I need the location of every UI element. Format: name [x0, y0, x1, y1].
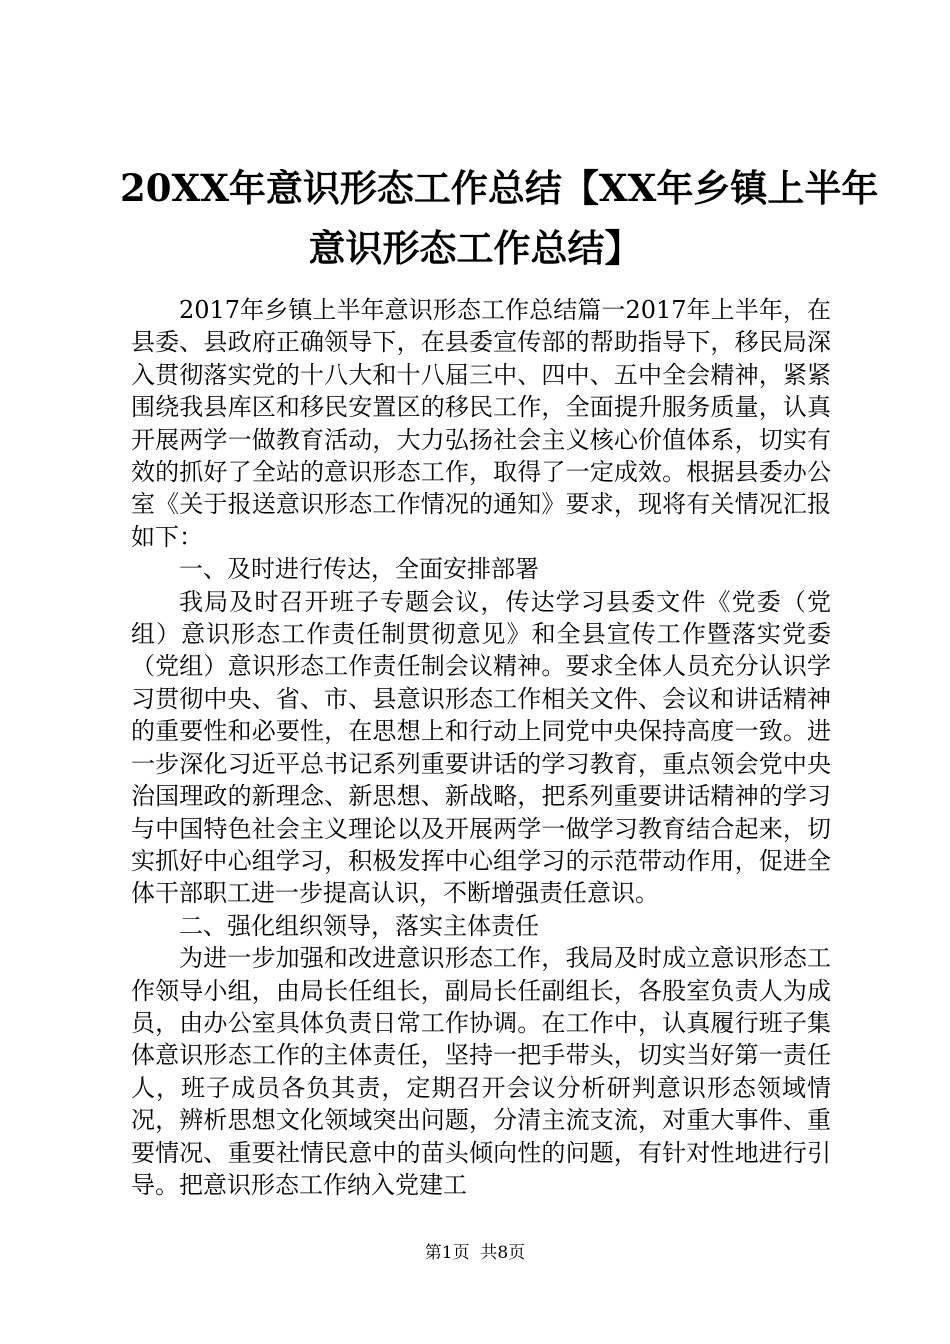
paragraph-section-2: 为进一步加强和改进意识形态工作，我局及时成立意识形态工作领导小组，由局长任组长，副局长任副组长，各股室负责人为成员，由办公室具体负责日常工作协调。在工作中，认真履行班子集体意识形态工作的主体责任，坚持一把手带头，切实当好第一责任人，班子成员各负其责，定期召开会议分析研判意识形态领域情况，辨析思想文化领域突出问题，分清主流支流，对重大事件、重要情况、重要社情民意中的苗头倾向性的问题，有针对性地进行引导。把意识形态工作纳入党建工: [131, 944, 831, 1199]
paragraph-section-1: 我局及时召开班子专题会议，传达学习县委文件《党委（党组）意识形态工作责任制贯彻意见》和全县宣传工作暨落实党委（党组）意识形态工作责任制会议精神。要求全体人员充分认识学习贯彻中央、省、市、县意识形态工作相关文件、会议和讲话精神的重要性和必要性，在思想上和行动上同党中央保持高度一致。进一步深化习近平总书记系列重要讲话的学习教育，重点领会党中央治国理政的新理念、新思想、新战略，把系列重要讲话精神的学习与中国特色社会主义理论以及开展两学一做学习教育结合起来，切实抓好中心组学习，积极发挥中心组学习的示范带动作用，促进全体干部职工进一步提高认识，不断增强责任意识。: [131, 587, 831, 908]
section-heading-1: 一、及时进行传达，全面安排部署: [179, 555, 539, 584]
page-number: 第1页: [424, 1243, 470, 1263]
title-line-2: 意识形态工作总结】: [308, 226, 642, 270]
paragraph-intro: 2017年乡镇上半年意识形态工作总结篇一2017年上半年，在县委、县政府正确领导下，在县委宣传部的帮助指导下，移民局深入贯彻落实党的十八大和十八届三中、四中、五中全会精神，紧紧围绕我县库区和移民安置区的移民工作，全面提升服务质量，认真开展两学一做教育活动，大力弘扬社会主义核心价值体系，切实有效的抓好了全站的意识形态工作，取得了一定成效。根据县委办公室《关于报送意识形态工作情况的通知》要求，现将有关情况汇报如下：: [131, 296, 831, 551]
document-body: [131, 294, 831, 1201]
document-title: [120, 158, 879, 278]
title-line-1: 20XX年意识形态工作总结【XX年乡镇上半年: [120, 166, 879, 210]
section-heading-2: 二、强化组织领导，落实主体责任: [179, 911, 539, 940]
page-footer: [0, 1242, 950, 1264]
page-total: 共8页: [480, 1243, 526, 1263]
